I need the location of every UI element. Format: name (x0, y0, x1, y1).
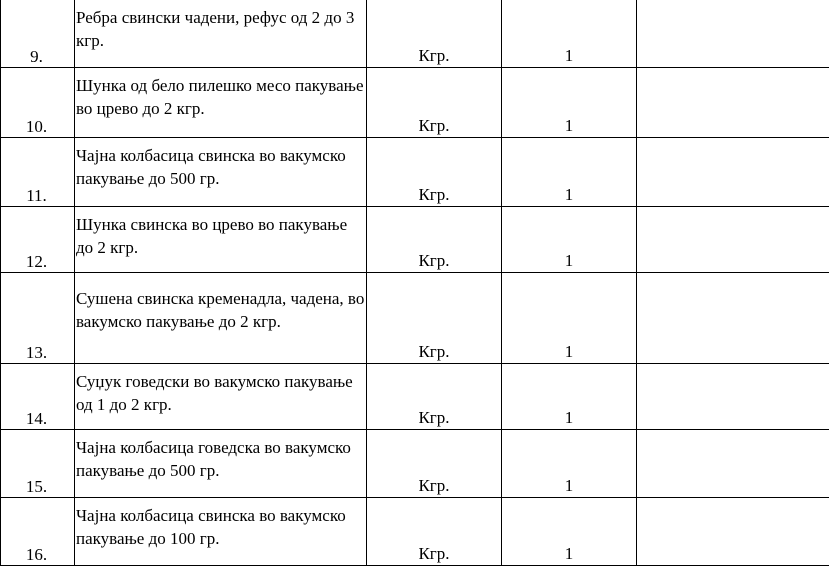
table-row (1, 430, 829, 498)
empty-price-cell (637, 68, 829, 138)
description-cell: Суџук говедски во вакумско пакување од 1 до 2 кгр. (75, 364, 367, 430)
row-number: 16. (26, 543, 47, 566)
quantity-cell: 1 (502, 498, 637, 566)
quantity-cell: 1 (502, 138, 637, 207)
row-number-cell (1, 273, 75, 364)
row-number: 12. (26, 250, 47, 273)
description-cell: Шунка од бело пилешко месо пакување во црево до 2 кгр. (75, 68, 367, 138)
empty-price-cell (637, 273, 829, 364)
table-row (1, 138, 829, 207)
quantity-cell: 1 (502, 430, 637, 498)
row-number-cell (1, 0, 75, 68)
quantity-cell: 1 (502, 207, 637, 273)
unit-cell: Кгр. (367, 68, 502, 138)
table-row (1, 364, 829, 430)
table-row (1, 68, 829, 138)
empty-price-cell (637, 207, 829, 273)
empty-price-cell (637, 364, 829, 430)
row-number-cell (1, 498, 75, 566)
row-number-cell (1, 68, 75, 138)
unit-cell: Кгр. (367, 430, 502, 498)
quantity-cell: 1 (502, 364, 637, 430)
row-number: 11. (26, 184, 47, 207)
quantity-cell: 1 (502, 68, 637, 138)
description-cell: Сушена свинска кременадла, чадена, во вакумско пакување до 2 кгр. (75, 273, 367, 364)
unit-cell: Кгр. (367, 207, 502, 273)
table-row (1, 498, 829, 566)
unit-cell: Кгр. (367, 138, 502, 207)
unit-cell: Кгр. (367, 364, 502, 430)
row-number-cell (1, 364, 75, 430)
quantity-cell: 1 (502, 273, 637, 364)
description-cell: Шунка свинска во црево во пакување до 2 кгр. (75, 207, 367, 273)
empty-price-cell (637, 498, 829, 566)
description-cell: Чајна колбасица говедска во вакумско пакување до 500 гр. (75, 430, 367, 498)
row-number: 9. (30, 45, 43, 68)
table-row (1, 273, 829, 364)
row-number-cell (1, 207, 75, 273)
empty-price-cell (637, 138, 829, 207)
row-number-cell (1, 430, 75, 498)
row-number: 13. (26, 341, 47, 364)
table-row (1, 0, 829, 68)
description-cell: Ребра свински чадени, рефус од 2 до 3 кгр. (75, 0, 367, 68)
row-number: 10. (26, 115, 47, 138)
unit-cell: Кгр. (367, 498, 502, 566)
unit-cell: Кгр. (367, 0, 502, 68)
table-row (1, 207, 829, 273)
row-number: 14. (26, 407, 47, 430)
row-number: 15. (26, 475, 47, 498)
empty-price-cell (637, 0, 829, 68)
empty-price-cell (637, 430, 829, 498)
row-number-cell (1, 138, 75, 207)
unit-cell: Кгр. (367, 273, 502, 364)
quantity-cell: 1 (502, 0, 637, 68)
description-cell: Чајна колбасица свинска во вакумско пакување до 500 гр. (75, 138, 367, 207)
description-cell: Чајна колбасица свинска во вакумско пакување до 100 гр. (75, 498, 367, 566)
